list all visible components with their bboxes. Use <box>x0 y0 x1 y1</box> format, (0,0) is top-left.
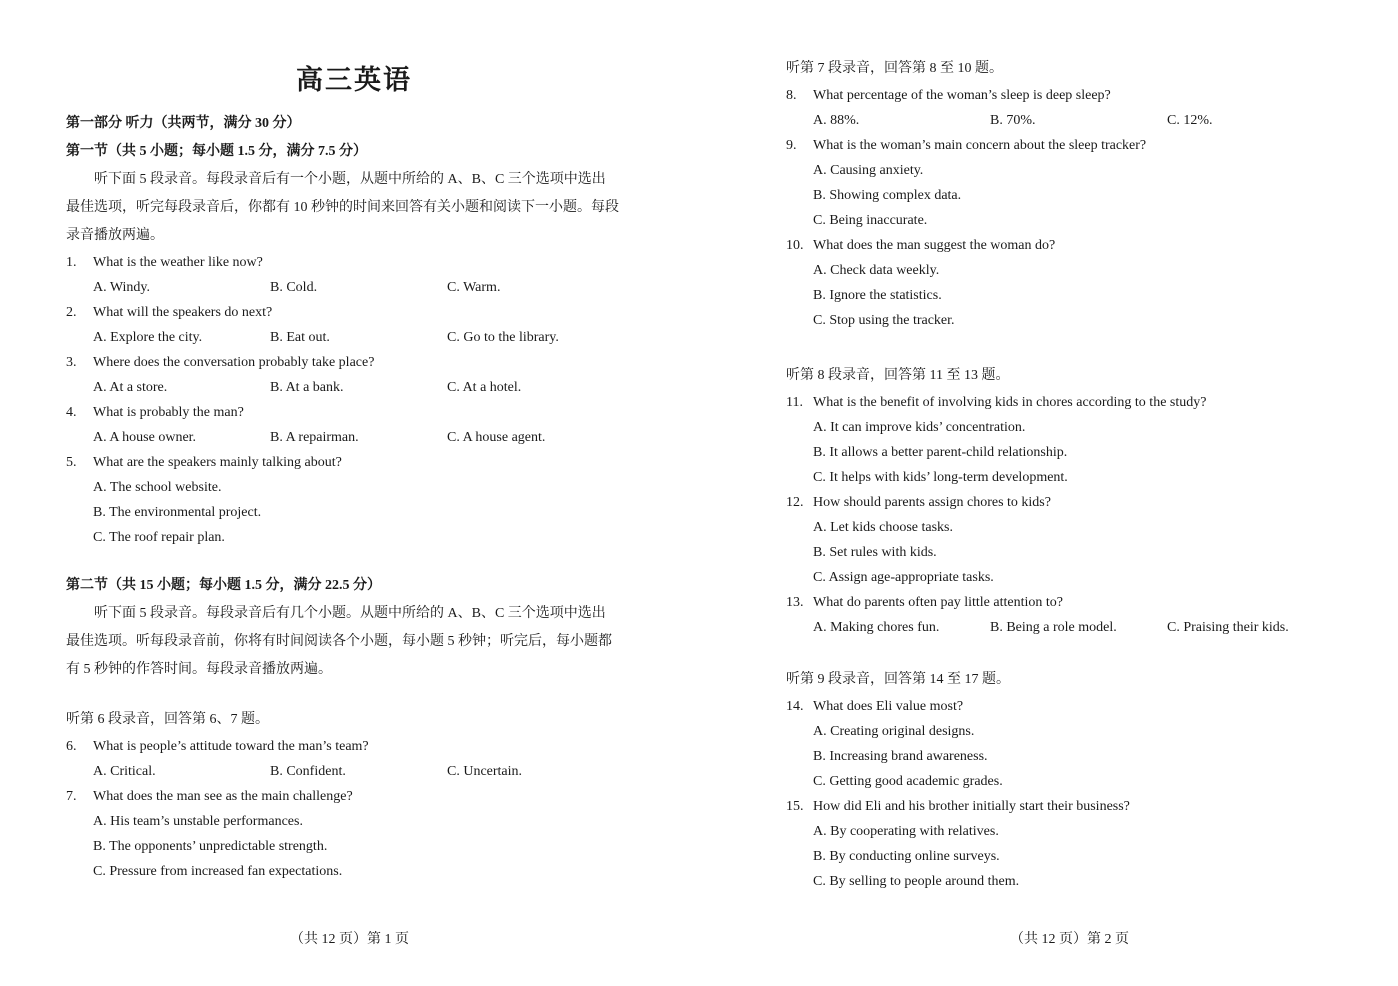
question-text: What is the woman’s main concern about the sleep tracker? <box>813 138 1147 153</box>
question-text: How should parents assign chores to kids? <box>813 495 1051 510</box>
answer-option: B. Set rules with kids. <box>813 545 937 560</box>
answer-option: A. At a store. <box>93 380 168 395</box>
question <box>786 133 1386 158</box>
answer-option: C. Pressure from increased fan expectations. <box>93 864 343 879</box>
answer-option: A. Making chores fun. <box>813 620 940 635</box>
audio-group-heading: 听第 6 段录音，回答第 6、7 题。 <box>66 712 269 727</box>
answer-option: A. Creating original designs. <box>813 724 975 739</box>
question <box>66 350 666 375</box>
answer-option: A. Critical. <box>93 764 156 779</box>
question-text: What are the speakers mainly talking about? <box>93 455 342 470</box>
question-number: 13. <box>786 595 804 610</box>
answer-option: B. Showing complex data. <box>813 188 962 203</box>
options-row <box>66 759 666 784</box>
audio-group-heading: 听第 9 段录音，回答第 14 至 17 题。 <box>786 672 1010 687</box>
question-number: 10. <box>786 238 804 253</box>
answer-option: B. Confident. <box>270 764 346 779</box>
answer-option: C. By selling to people around them. <box>813 874 1020 889</box>
question-number: 5. <box>66 455 77 470</box>
answer-option: C. Praising their kids. <box>1167 620 1289 635</box>
answer-option: B. Cold. <box>270 280 318 295</box>
question-number: 14. <box>786 699 804 714</box>
question-text: What do parents often pay little attention to? <box>813 595 1063 610</box>
question-text: What is the benefit of involving kids in chores according to the study? <box>813 395 1207 410</box>
answer-option: C. Stop using the tracker. <box>813 313 955 328</box>
page-2-footer: （共 12 页）第 2 页 <box>1010 932 1129 947</box>
question-number: 7. <box>66 789 77 804</box>
answer-option: B. Being a role model. <box>990 620 1117 635</box>
answer-option: A. Check data weekly. <box>813 263 940 278</box>
answer-option: B. 70%. <box>990 113 1036 128</box>
answer-option: C. Uncertain. <box>447 764 523 779</box>
answer-option: A. Causing anxiety. <box>813 163 924 178</box>
answer-option: C. Getting good academic grades. <box>813 774 1003 789</box>
answer-option: C. Assign age-appropriate tasks. <box>813 570 994 585</box>
answer-option: A. By cooperating with relatives. <box>813 824 999 839</box>
answer-option: B. Ignore the statistics. <box>813 288 942 303</box>
question-text: What is probably the man? <box>93 405 244 420</box>
question <box>66 300 666 325</box>
audio-group-heading: 听第 8 段录音，回答第 11 至 13 题。 <box>786 368 1010 383</box>
answer-option: A. It can improve kids’ concentration. <box>813 420 1026 435</box>
question <box>786 490 1386 515</box>
page-2-column <box>786 55 1386 894</box>
instructions-line: 录音播放两遍。 <box>66 228 164 243</box>
options-row <box>66 325 666 350</box>
question-text: What is the weather like now? <box>93 255 263 270</box>
question <box>66 400 666 425</box>
answer-option: C. The roof repair plan. <box>93 530 225 545</box>
question-number: 12. <box>786 495 804 510</box>
question-text: How did Eli and his brother initially start their business? <box>813 799 1130 814</box>
question-text: What does the man suggest the woman do? <box>813 238 1056 253</box>
question-text: Where does the conversation probably take place? <box>93 355 375 370</box>
answer-option: C. It helps with kids’ long-term development. <box>813 470 1068 485</box>
question-number: 15. <box>786 799 804 814</box>
answer-option: C. At a hotel. <box>447 380 522 395</box>
question <box>786 83 1386 108</box>
question <box>66 450 666 475</box>
answer-option: C. A house agent. <box>447 430 546 445</box>
answer-option: C. Warm. <box>447 280 501 295</box>
question <box>66 734 666 759</box>
answer-option: C. Go to the library. <box>447 330 559 345</box>
question-number: 3. <box>66 355 77 370</box>
instructions-line: 听下面 5 段录音。每段录音后有一个小题，从题中所给的 A、B、C 三个选项中选出 <box>94 172 606 187</box>
answer-option: A. The school website. <box>93 480 222 495</box>
answer-option: B. At a bank. <box>270 380 344 395</box>
answer-option: B. The opponents’ unpredictable strength. <box>93 839 328 854</box>
answer-option: B. It allows a better parent-child relationship. <box>813 445 1068 460</box>
question-text: What does the man see as the main challenge? <box>93 789 353 804</box>
question <box>66 784 666 809</box>
answer-option: A. Windy. <box>93 280 150 295</box>
question <box>786 794 1386 819</box>
page-title: 高三英语 <box>296 65 412 95</box>
question <box>786 590 1386 615</box>
page-1-column <box>66 110 666 884</box>
answer-option: C. Being inaccurate. <box>813 213 928 228</box>
answer-option: A. His team’s unstable performances. <box>93 814 303 829</box>
question-text: What percentage of the woman’s sleep is deep sleep? <box>813 88 1111 103</box>
answer-option: B. Eat out. <box>270 330 330 345</box>
question-number: 9. <box>786 138 797 153</box>
question-text: What will the speakers do next? <box>93 305 273 320</box>
answer-option: B. By conducting online surveys. <box>813 849 1000 864</box>
instructions-line: 有 5 秒钟的作答时间。每段录音播放两遍。 <box>66 662 332 677</box>
question <box>786 390 1386 415</box>
question-number: 8. <box>786 88 797 103</box>
section-heading: 第一节（共 5 小题；每小题 1.5 分，满分 7.5 分） <box>66 144 367 159</box>
question-text: What does Eli value most? <box>813 699 964 714</box>
question <box>786 694 1386 719</box>
section-heading: 第二节（共 15 小题；每小题 1.5 分，满分 22.5 分） <box>66 578 381 593</box>
answer-option: C. 12%. <box>1167 113 1213 128</box>
question <box>786 233 1386 258</box>
answer-option: B. Increasing brand awareness. <box>813 749 988 764</box>
answer-option: A. Explore the city. <box>93 330 203 345</box>
answer-option: A. A house owner. <box>93 430 197 445</box>
section-heading: 第一部分 听力（共两节，满分 30 分） <box>66 116 301 131</box>
audio-group-heading: 听第 7 段录音，回答第 8 至 10 题。 <box>786 61 1003 76</box>
answer-option: B. The environmental project. <box>93 505 262 520</box>
options-row <box>66 275 666 300</box>
answer-option: B. A repairman. <box>270 430 359 445</box>
options-row <box>786 615 1386 640</box>
question <box>66 250 666 275</box>
answer-option: A. Let kids choose tasks. <box>813 520 953 535</box>
instructions-line: 最佳选项，听完每段录音后，你都有 10 秒钟的时间来回答有关小题和阅读下一小题。每段 <box>66 200 619 215</box>
instructions-line: 最佳选项。听每段录音前，你将有时间阅读各个小题，每小题 5 秒钟；听完后，每小题都 <box>66 634 612 649</box>
options-row <box>786 108 1386 133</box>
answer-option: A. 88%. <box>813 113 860 128</box>
options-row <box>66 425 666 450</box>
question-number: 1. <box>66 255 77 270</box>
question-number: 2. <box>66 305 77 320</box>
options-row <box>66 375 666 400</box>
page-1-footer: （共 12 页）第 1 页 <box>290 932 409 947</box>
instructions-line: 听下面 5 段录音。每段录音后有几个小题。从题中所给的 A、B、C 三个选项中选出 <box>94 606 606 621</box>
question-number: 11. <box>786 395 803 410</box>
question-number: 4. <box>66 405 77 420</box>
question-text: What is people’s attitude toward the man’s team? <box>93 739 369 754</box>
question-number: 6. <box>66 739 77 754</box>
